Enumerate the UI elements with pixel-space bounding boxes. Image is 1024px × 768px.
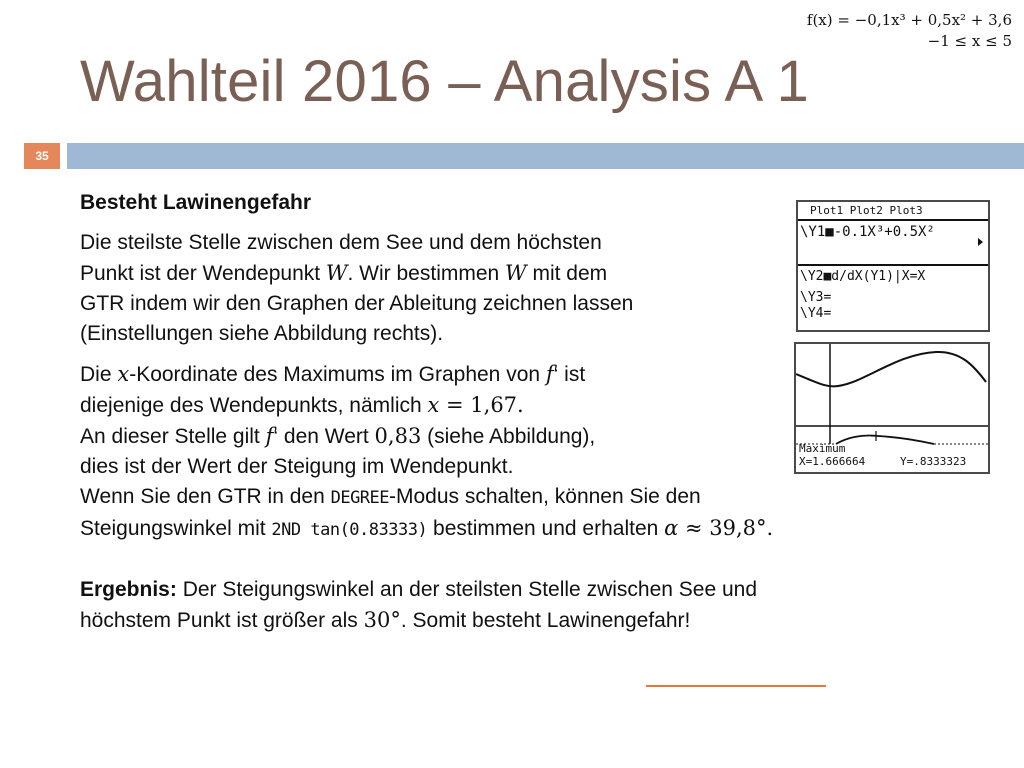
text-line	[80, 421, 910, 452]
math-value: 0,83	[374, 424, 422, 448]
text: Punkt ist der Wendepunkt	[80, 262, 326, 285]
y2-entry: \Y2■d/dX(Y1)|X=X	[800, 269, 926, 284]
text: höchstem Punkt ist größer als	[80, 609, 364, 632]
math-symbol: x	[427, 393, 440, 417]
calculator-y-editor	[796, 200, 990, 332]
math-symbol: f	[545, 362, 554, 386]
derivative-curve	[836, 435, 934, 444]
divider	[798, 219, 988, 221]
math-symbol: α	[664, 516, 679, 540]
text-line	[80, 390, 910, 421]
domain-definition: −1 ≤ x ≤ 5	[927, 32, 1012, 50]
text-line	[80, 605, 910, 636]
text: Wenn Sie den GTR in den	[80, 485, 331, 508]
result-paragraph	[80, 575, 910, 636]
slide-number: 35	[24, 143, 60, 169]
math-symbol: W	[505, 261, 527, 285]
text-line	[80, 452, 910, 482]
text: Die	[80, 363, 118, 386]
text-line	[80, 228, 760, 258]
cursor-marker	[871, 431, 881, 441]
calculator-key: DEGREE	[330, 488, 390, 508]
function-definition: f(x) = −0,1x³ + 0,5x² + 3,6	[806, 11, 1012, 29]
spacer	[80, 545, 910, 575]
slide-title: Wahlteil 2016 – Analysis A 1	[80, 49, 809, 114]
text-line	[80, 513, 910, 545]
math-value: 30°	[363, 608, 401, 632]
text-line	[80, 289, 760, 319]
text-line	[80, 575, 910, 605]
header-bar	[67, 143, 1024, 169]
text-line	[80, 482, 910, 513]
text: Steigungswinkel mit	[80, 517, 272, 540]
formula-box	[807, 10, 1012, 52]
text: ‘ den Wert	[273, 425, 375, 448]
y-value: Y=.8333323	[900, 455, 967, 468]
y3-entry: \Y3=	[800, 290, 832, 305]
text-line	[80, 258, 760, 289]
math-value: = 1,67.	[439, 393, 524, 417]
y4-entry: \Y4=	[800, 306, 832, 321]
y1-entry: \Y1■-0.1X³+0.5X²	[800, 224, 935, 240]
paragraph-1	[80, 228, 760, 349]
text: -Modus schalten, können Sie den	[389, 485, 701, 508]
text: GTR indem wir den Graphen der Ableitung zeichnen lassen	[80, 292, 634, 315]
divider	[798, 264, 988, 266]
section-heading: Besteht Lawinengefahr	[80, 191, 312, 214]
text: An dieser Stelle gilt	[80, 425, 266, 448]
text: diejenige des Wendepunkts, nämlich	[80, 394, 428, 417]
text: bestimmen und erhalten	[427, 517, 665, 540]
text: Der Steigungswinkel an der steilsten Stelle zwischen See und	[176, 578, 758, 601]
calculator-graph	[794, 342, 990, 474]
x-value: X=1.666664	[799, 455, 866, 468]
highlight-underline	[646, 685, 826, 687]
text: (siehe Abbildung),	[421, 425, 596, 448]
text: Die steilste Stelle zwischen dem See und dem höchsten	[80, 231, 602, 254]
math-value: ≈ 39,8°.	[678, 516, 774, 540]
text: (Einstellungen siehe Abbildung rechts).	[80, 322, 444, 345]
function-curve	[796, 352, 986, 386]
math-symbol: f	[265, 424, 274, 448]
text: . Wir bestimmen	[347, 262, 506, 285]
text-line	[80, 359, 910, 390]
paragraph-2	[80, 359, 910, 545]
math-symbol: W	[325, 261, 348, 285]
slide-content	[80, 188, 910, 636]
result-label: Ergebnis:	[80, 578, 177, 601]
text: ‘ ist	[553, 363, 586, 386]
text: -Koordinate des Maximums im Graphen von	[129, 363, 546, 386]
text-line	[80, 319, 760, 349]
spacer	[80, 349, 910, 359]
plot-header: Plot1 Plot2 Plot3	[810, 204, 923, 217]
calculator-key: 2ND tan(0.83333)	[271, 520, 428, 540]
text: . Somit besteht Lawinengefahr!	[400, 609, 691, 632]
math-symbol: x	[117, 362, 130, 386]
text: dies ist der Wert der Steigung im Wendepunkt.	[80, 455, 514, 478]
text: mit dem	[526, 262, 608, 285]
arrow-right-icon	[978, 238, 983, 246]
maximum-label: Maximum	[799, 442, 846, 455]
